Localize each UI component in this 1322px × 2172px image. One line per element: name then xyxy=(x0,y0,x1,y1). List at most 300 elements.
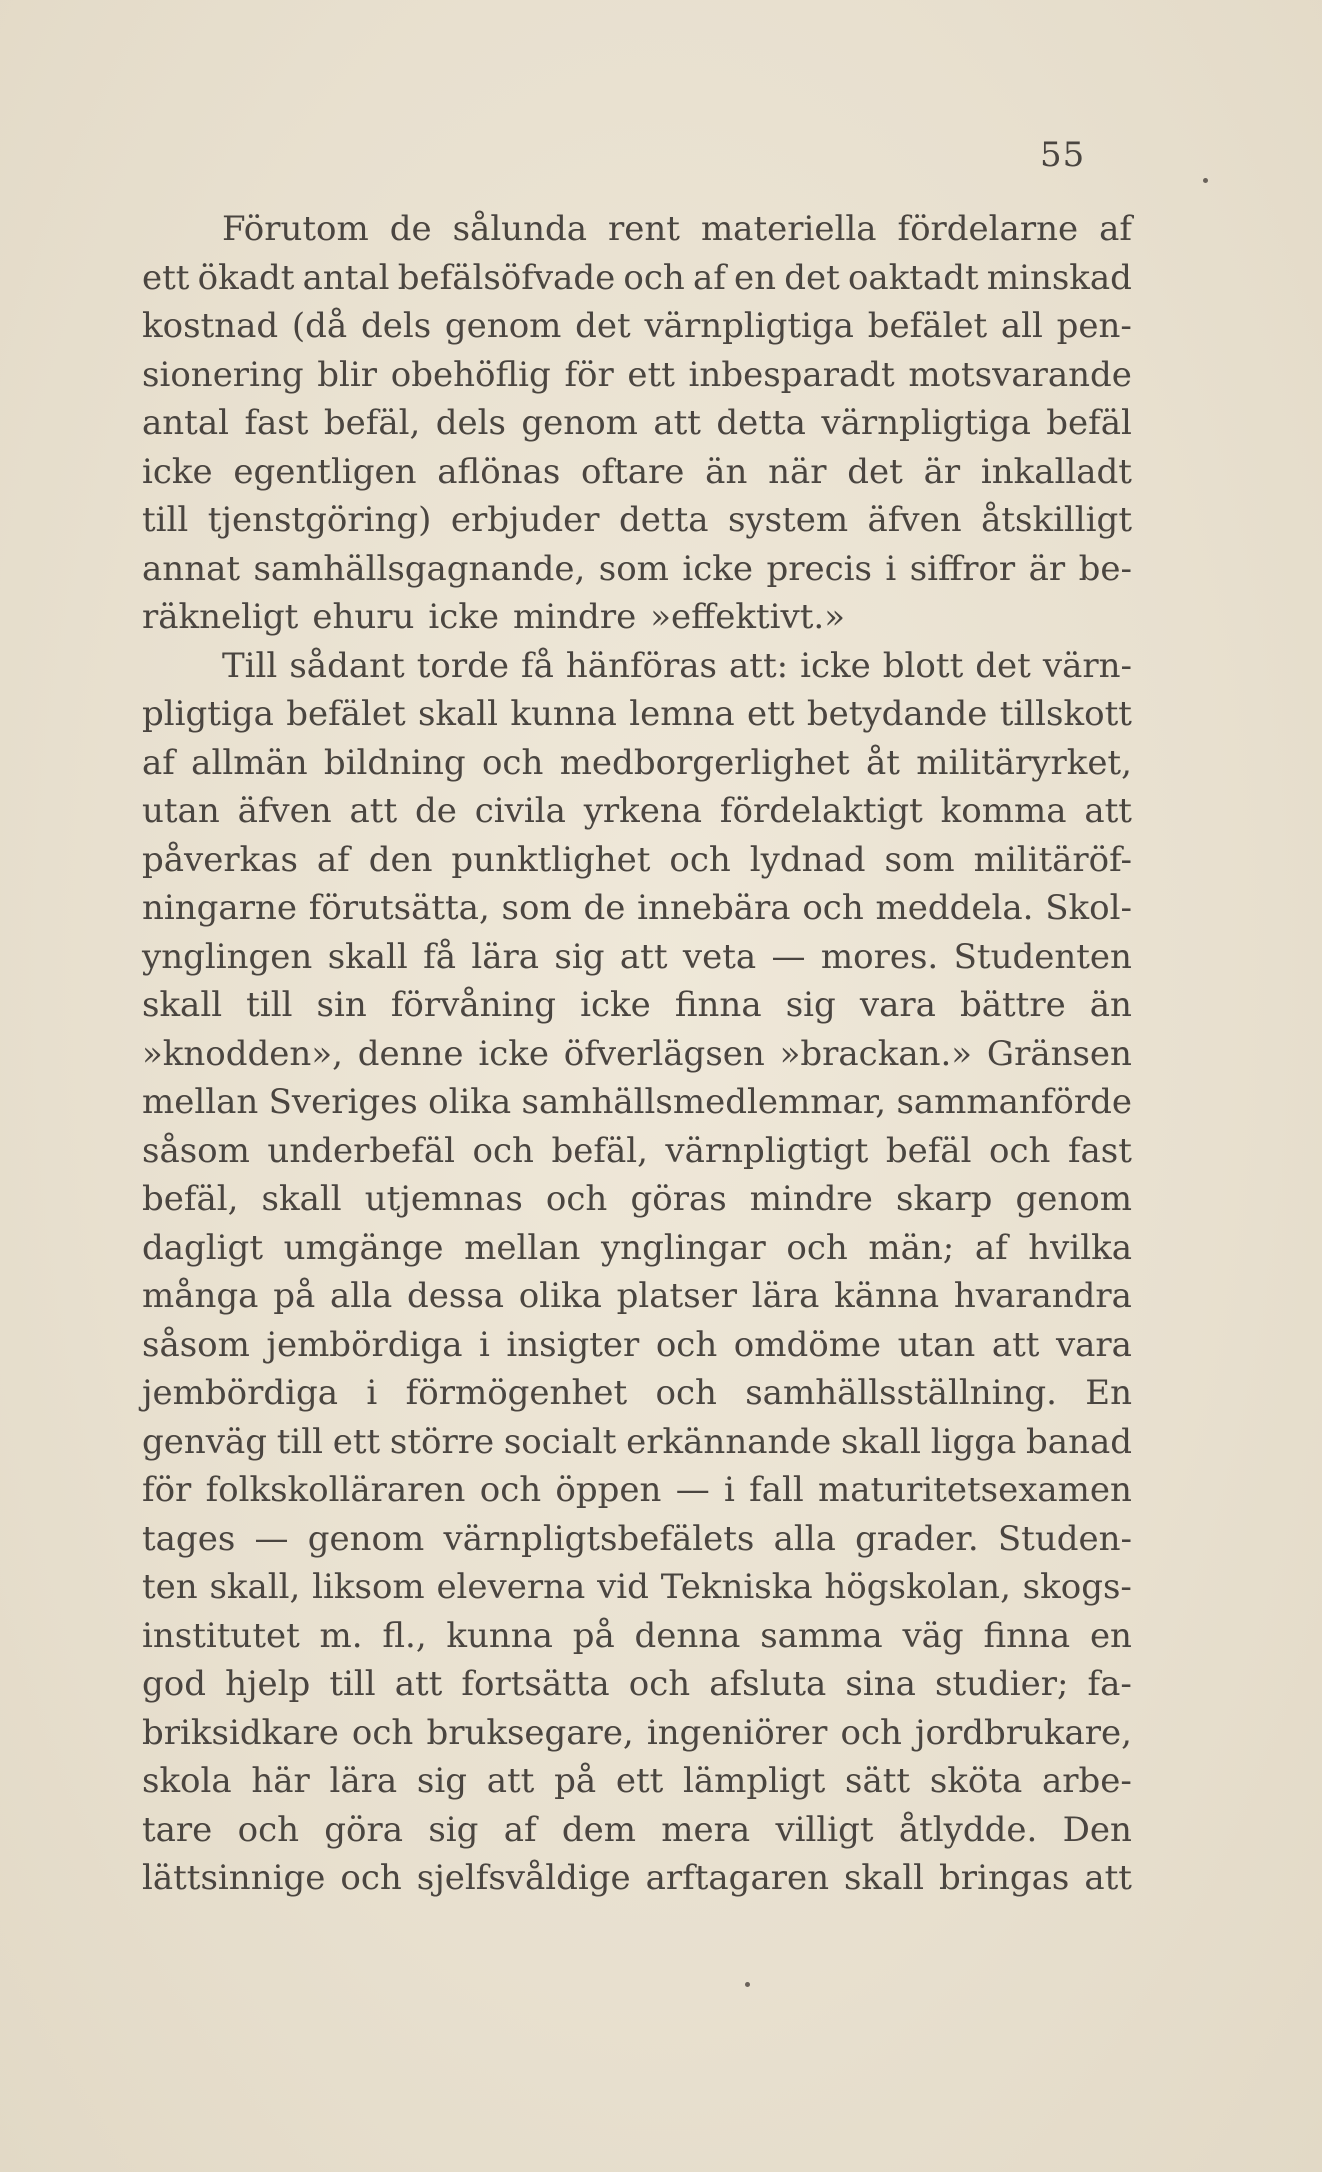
word: Den xyxy=(1062,1809,1132,1850)
page-number: 55 xyxy=(1040,135,1086,175)
word: medborgerlighet xyxy=(559,742,850,783)
word: för xyxy=(142,1470,192,1510)
text-line xyxy=(142,739,1132,788)
word: vara xyxy=(859,985,936,1025)
word: lämpligt xyxy=(683,1761,826,1801)
word: sådant xyxy=(289,645,405,686)
word: hvilka xyxy=(1028,1227,1132,1268)
word: afsluta xyxy=(709,1664,827,1704)
text-line xyxy=(142,399,1132,448)
text-line xyxy=(142,1272,1132,1321)
word: En xyxy=(1085,1373,1132,1413)
word: denna xyxy=(634,1615,741,1656)
word: sig xyxy=(416,1761,468,1801)
word: Sveriges xyxy=(268,1082,418,1122)
word: icke xyxy=(142,451,213,492)
word: och xyxy=(623,257,685,298)
word: annat xyxy=(142,548,240,589)
word: fördelarne xyxy=(897,209,1079,249)
text-line xyxy=(142,1175,1132,1224)
text-line xyxy=(142,1466,1132,1515)
text-line xyxy=(142,642,1132,691)
word: umgänge xyxy=(283,1227,444,1268)
word: — xyxy=(771,936,806,977)
print-speck xyxy=(1203,178,1208,183)
word: af xyxy=(503,1809,537,1850)
word: befäl, xyxy=(551,1130,648,1171)
word: antal xyxy=(142,403,229,443)
word: fortsätta xyxy=(461,1664,610,1704)
text-line xyxy=(142,1563,1132,1612)
word: genväg xyxy=(142,1421,268,1462)
word: veta xyxy=(682,936,757,977)
text-line xyxy=(142,1369,1132,1418)
word: känna xyxy=(834,1276,940,1316)
text-line xyxy=(142,1078,1132,1127)
word: att xyxy=(991,1324,1040,1365)
word: fast xyxy=(1067,1130,1132,1171)
word: skogs- xyxy=(1022,1567,1132,1607)
word: befälet xyxy=(286,694,406,734)
word: alla xyxy=(329,1276,393,1316)
word: rent xyxy=(608,209,680,249)
word: förmögenhet xyxy=(405,1373,628,1413)
word: sig xyxy=(785,985,836,1025)
word: god xyxy=(142,1664,206,1704)
word: för xyxy=(564,354,614,395)
word: en xyxy=(734,257,777,298)
text-line xyxy=(142,1515,1132,1564)
word: som xyxy=(598,548,669,589)
word: skall xyxy=(417,694,499,734)
word: påverkas xyxy=(142,839,298,880)
text-line xyxy=(142,1030,1132,1079)
word: lära xyxy=(329,1761,398,1801)
word: tages xyxy=(142,1518,236,1559)
word: skola xyxy=(142,1761,232,1801)
word: ett xyxy=(627,354,675,395)
word: pligtiga xyxy=(142,694,274,734)
word: och xyxy=(669,839,731,880)
word: befäl xyxy=(885,1130,972,1171)
word: och xyxy=(988,1130,1051,1171)
word: och xyxy=(340,1858,402,1898)
word: sig xyxy=(428,1809,479,1850)
word: finna xyxy=(983,1615,1071,1656)
word: detta xyxy=(619,500,709,540)
word: mellan xyxy=(142,1082,259,1122)
word: bildning xyxy=(323,742,466,783)
word: arbe- xyxy=(1042,1761,1132,1801)
word: att xyxy=(653,403,701,443)
word: fördelaktigt xyxy=(719,791,923,831)
word: det xyxy=(847,451,903,492)
word: samhällsmedlemmar, xyxy=(521,1082,887,1122)
word: platser xyxy=(616,1276,738,1316)
word: sionering xyxy=(142,354,304,395)
word: omdöme xyxy=(733,1324,882,1365)
word: militäryrket, xyxy=(916,742,1132,783)
word: skall xyxy=(327,936,408,977)
word: skall xyxy=(261,1179,342,1219)
word: hänföras xyxy=(565,645,717,686)
word: inbesparadt xyxy=(688,354,895,395)
text-line xyxy=(142,1224,1132,1273)
text-line xyxy=(142,690,1132,739)
word: i xyxy=(366,1373,378,1413)
word: dels xyxy=(360,306,432,346)
word: det xyxy=(575,306,631,346)
text-line xyxy=(142,787,1132,836)
word: hjelp xyxy=(225,1664,311,1704)
word: Studenten xyxy=(953,936,1132,977)
word: ligga xyxy=(930,1421,1017,1462)
text-line xyxy=(142,593,1132,642)
word: betydande xyxy=(806,694,988,734)
word: — xyxy=(675,1470,710,1510)
word: oaktadt xyxy=(847,257,979,298)
word: att xyxy=(394,1664,443,1704)
word: än xyxy=(705,451,748,492)
word: fl., xyxy=(382,1615,427,1656)
word: åt xyxy=(865,742,900,783)
word: af xyxy=(974,1227,1008,1268)
word: i xyxy=(885,548,897,589)
word: högskolan, xyxy=(824,1567,1011,1607)
word: olika xyxy=(428,1082,512,1122)
text-line xyxy=(142,496,1132,545)
word: och xyxy=(481,742,544,783)
word: här xyxy=(251,1761,310,1801)
word: till xyxy=(276,1421,324,1462)
word: af xyxy=(142,742,175,783)
word: ett xyxy=(615,1761,664,1801)
word: som xyxy=(501,888,572,928)
word: sålunda xyxy=(452,209,588,249)
word: icke xyxy=(428,597,500,637)
word: egentligen xyxy=(233,451,417,492)
word: genom xyxy=(1015,1179,1132,1219)
word: lättsinnige xyxy=(142,1858,326,1898)
word: utan xyxy=(897,1324,976,1365)
word: än xyxy=(1089,985,1132,1025)
word: och xyxy=(840,1712,902,1753)
word: större xyxy=(389,1421,495,1462)
word: ynglingen xyxy=(142,936,313,977)
word: sina xyxy=(845,1664,916,1704)
word: göras xyxy=(630,1179,727,1219)
word: det xyxy=(975,645,1031,686)
word: Skol- xyxy=(1045,888,1132,928)
word: äfven xyxy=(867,500,962,540)
text-line xyxy=(142,1612,1132,1661)
word: komma xyxy=(940,791,1067,831)
word: och xyxy=(545,1179,608,1219)
word: kunna xyxy=(446,1615,553,1656)
word: system xyxy=(727,500,849,540)
word: m. xyxy=(319,1615,363,1656)
text-line xyxy=(142,205,1132,254)
word: att xyxy=(349,791,398,831)
word: insigter xyxy=(506,1324,640,1365)
word: värn- xyxy=(1042,645,1132,686)
word: af xyxy=(1099,209,1132,249)
word: förutsätta, xyxy=(308,888,490,928)
word: punktlighet xyxy=(451,839,651,880)
word: och xyxy=(237,1809,300,1850)
text-line xyxy=(142,1757,1132,1806)
word: vara xyxy=(1055,1324,1132,1365)
word: »knodden», xyxy=(142,1033,343,1074)
word: och xyxy=(479,1470,542,1510)
word: ökadt xyxy=(197,257,295,298)
text-line xyxy=(142,254,1132,303)
word: dagligt xyxy=(142,1227,263,1268)
word: sjelfsvåldige xyxy=(416,1858,631,1898)
word: mindre xyxy=(749,1179,873,1219)
word: ten xyxy=(142,1567,198,1607)
word: innebära xyxy=(637,888,791,928)
word: ett xyxy=(747,694,795,734)
word: fa- xyxy=(1087,1664,1132,1704)
word: Till xyxy=(222,645,278,686)
word: är xyxy=(1028,548,1066,589)
word: män; xyxy=(868,1227,955,1268)
word: göra xyxy=(324,1809,404,1850)
word: icke xyxy=(800,645,871,686)
word: obehöflig xyxy=(390,354,551,395)
word: sin xyxy=(316,985,367,1025)
word: lära xyxy=(471,936,540,977)
word: antal xyxy=(302,257,390,298)
word: befälet xyxy=(867,306,988,346)
text-line xyxy=(142,981,1132,1030)
word: pen- xyxy=(1056,306,1132,346)
word: bruksegare, xyxy=(426,1712,634,1753)
word: och xyxy=(351,1712,414,1753)
word: briksidkare xyxy=(142,1712,339,1753)
word: icke xyxy=(478,1033,549,1074)
word: meddela. xyxy=(875,888,1034,928)
word: liksom xyxy=(312,1567,425,1607)
word: kunna xyxy=(510,694,617,734)
word: bättre xyxy=(959,985,1066,1025)
word: skall xyxy=(142,985,223,1025)
word: »brackan.» xyxy=(779,1033,973,1074)
word: befälsöfvade xyxy=(397,257,616,298)
word: såsom xyxy=(142,1324,250,1365)
text-line xyxy=(142,933,1132,982)
word: fall xyxy=(749,1470,804,1510)
word: jembördiga xyxy=(142,1373,339,1413)
word: motsvarande xyxy=(908,354,1132,395)
word: grader. xyxy=(855,1518,979,1559)
word: Tekniska xyxy=(660,1567,813,1607)
word: materiella xyxy=(700,209,877,249)
word: arftagaren xyxy=(645,1858,829,1898)
text-line xyxy=(142,1660,1132,1709)
word: dem xyxy=(561,1809,636,1850)
word: finna xyxy=(674,985,762,1025)
word: precis xyxy=(766,548,872,589)
text-line xyxy=(142,545,1132,594)
word: sköta xyxy=(929,1761,1023,1801)
word: dels xyxy=(435,403,506,443)
word: att xyxy=(1084,791,1132,831)
word: den xyxy=(368,839,433,880)
word: yrkena xyxy=(583,791,703,831)
word: på xyxy=(554,1761,597,1801)
word: tare xyxy=(142,1809,213,1850)
text-line xyxy=(142,1806,1132,1855)
word: och xyxy=(802,888,864,928)
word: banad xyxy=(1026,1421,1132,1462)
word: åtlydde. xyxy=(898,1809,1038,1850)
word: såsom xyxy=(142,1130,250,1171)
word: befäl, xyxy=(323,403,421,443)
word: värnpligtiga xyxy=(644,306,854,346)
word: genom xyxy=(307,1518,425,1559)
word: alla xyxy=(773,1518,836,1559)
word: lära xyxy=(751,1276,820,1316)
word: sig xyxy=(554,936,605,977)
word: underbefäl xyxy=(267,1130,455,1171)
word: »effektivt.» xyxy=(650,597,846,637)
word: ingeniörer xyxy=(646,1712,828,1753)
word: att xyxy=(1084,1858,1132,1898)
word: att: xyxy=(729,645,789,686)
word: icke xyxy=(580,985,651,1025)
word: ett xyxy=(142,257,190,298)
word: tillskott xyxy=(999,694,1132,734)
word: detta xyxy=(716,403,806,443)
word: — xyxy=(254,1518,289,1559)
word: Förutom xyxy=(222,209,369,249)
word: militäröf- xyxy=(973,839,1132,880)
word: och xyxy=(472,1130,534,1171)
word: maturitetsexamen xyxy=(817,1470,1132,1510)
word: de xyxy=(389,209,432,249)
word: icke xyxy=(682,548,754,589)
word: Gränsen xyxy=(986,1033,1132,1074)
word: socialt xyxy=(503,1421,617,1462)
word: när xyxy=(768,451,827,492)
word: olika xyxy=(518,1276,602,1316)
word: öfverlägsen xyxy=(563,1033,765,1074)
word: få xyxy=(521,645,554,686)
word: Studen- xyxy=(997,1518,1132,1559)
word: utjemnas xyxy=(364,1179,523,1219)
text-line xyxy=(142,302,1132,351)
word: allmän xyxy=(191,742,308,783)
word: denne xyxy=(357,1033,464,1074)
word: folkskolläraren xyxy=(205,1470,466,1510)
word: att xyxy=(486,1761,535,1801)
text-line xyxy=(142,351,1132,400)
word: värnpligtiga xyxy=(821,403,1031,443)
word: ynglingar xyxy=(600,1227,766,1268)
text-line xyxy=(142,1709,1132,1758)
word: studier; xyxy=(934,1664,1069,1704)
word: minskad xyxy=(986,257,1132,298)
word: åtskilligt xyxy=(981,500,1132,540)
word: (då xyxy=(291,306,348,346)
word: bringas xyxy=(939,1858,1070,1898)
word: dessa xyxy=(407,1276,505,1316)
text-line xyxy=(142,836,1132,885)
word: skall xyxy=(840,1421,922,1462)
word: att xyxy=(619,936,668,977)
word: till xyxy=(142,500,189,540)
word: vid xyxy=(597,1567,649,1607)
word: siffror xyxy=(909,548,1016,589)
word: ningarne xyxy=(142,888,297,928)
word: ehuru xyxy=(312,597,415,637)
word: det xyxy=(784,257,840,298)
word: befäl, xyxy=(142,1179,239,1219)
word: erkännande xyxy=(626,1421,832,1462)
text-line xyxy=(142,1127,1132,1176)
word: inkalladt xyxy=(980,451,1132,492)
word: af xyxy=(692,257,726,298)
word: fast xyxy=(244,403,309,443)
word: samhällsgagnande, xyxy=(253,548,586,589)
word: de xyxy=(414,791,457,831)
word: tjenstgöring) xyxy=(207,500,432,540)
word: förvåning xyxy=(390,985,557,1025)
word: skall xyxy=(843,1858,925,1898)
word: utan xyxy=(142,791,220,831)
word: ett xyxy=(332,1421,381,1462)
word: få xyxy=(423,936,456,977)
word: i xyxy=(723,1470,735,1510)
word: institutet xyxy=(142,1615,300,1656)
word: är xyxy=(923,451,961,492)
word: öppen xyxy=(555,1470,662,1510)
word: och xyxy=(786,1227,848,1268)
word: i xyxy=(479,1324,490,1365)
word: många xyxy=(142,1276,259,1316)
word: en xyxy=(1089,1615,1132,1656)
word: sätt xyxy=(845,1761,911,1801)
word: räkneligt xyxy=(142,597,299,637)
word: väg xyxy=(902,1615,964,1656)
word: lydnad xyxy=(749,839,866,880)
word: och xyxy=(655,1324,718,1365)
word: mores. xyxy=(820,936,939,977)
word: mera xyxy=(661,1809,751,1850)
word: genom xyxy=(521,403,638,443)
word: befäl xyxy=(1046,403,1132,443)
word: samma xyxy=(760,1615,883,1656)
word: hvarandra xyxy=(953,1276,1132,1316)
word: till xyxy=(329,1664,376,1704)
word: af xyxy=(316,839,350,880)
word: till xyxy=(246,985,293,1025)
word: mindre xyxy=(513,597,637,637)
word: värnpligtsbefälets xyxy=(443,1518,755,1559)
body-text xyxy=(142,205,1132,1903)
word: samhällsställning. xyxy=(745,1373,1057,1413)
text-line xyxy=(142,448,1132,497)
print-speck xyxy=(745,1982,750,1987)
word: mellan xyxy=(464,1227,581,1268)
word: eleverna xyxy=(436,1567,586,1607)
word: oftare xyxy=(581,451,685,492)
word: villigt xyxy=(775,1809,874,1850)
word: aflönas xyxy=(437,451,561,492)
word: genom xyxy=(444,306,562,346)
